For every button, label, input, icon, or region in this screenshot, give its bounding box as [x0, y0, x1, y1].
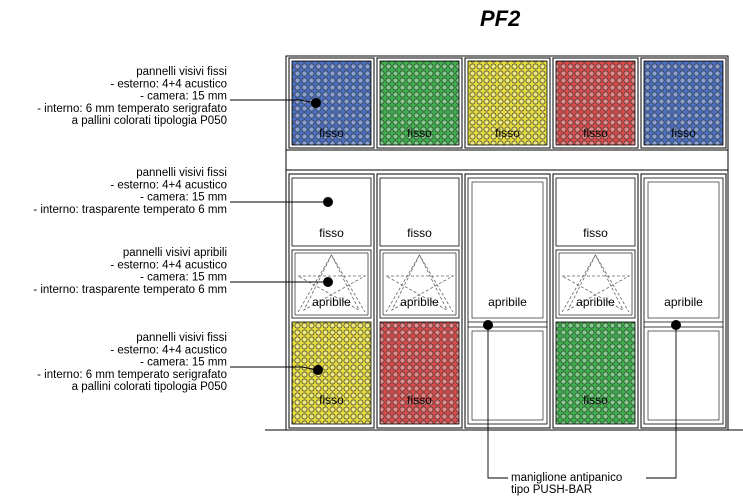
- bottom-panel-label: fisso: [407, 393, 432, 407]
- bottom-colored-panel: [292, 322, 371, 424]
- callout-line: pannelli visivi apribili: [122, 247, 227, 259]
- callout-line: - camera: 15 mm: [140, 356, 227, 369]
- fixed-panel-label: fisso: [319, 226, 344, 240]
- callout-line: - esterno: 4+4 acustico: [110, 344, 227, 357]
- door-openable-label: apribile: [664, 295, 703, 309]
- drawing-title: PF2: [480, 6, 521, 31]
- callout-line: - esterno: 4+4 acustico: [110, 78, 227, 91]
- pushbar-leader: [646, 325, 676, 478]
- top-panel-label: fisso: [671, 126, 696, 140]
- callout-line: - esterno: 4+4 acustico: [110, 179, 227, 192]
- callout-line: a pallini colorati tipologia P050: [71, 115, 227, 128]
- leader-dot: [323, 277, 333, 287]
- openable-panel-label: apribile: [400, 295, 439, 309]
- callout-text-block: [37, 332, 227, 393]
- top-panel-label: fisso: [495, 126, 520, 140]
- leader-dot: [323, 197, 333, 207]
- bottom-colored-panel: [380, 322, 459, 424]
- panels-layer: [289, 58, 726, 428]
- fixed-panel-label: fisso: [407, 226, 432, 240]
- callout-line: - esterno: 4+4 acustico: [110, 259, 227, 272]
- leader-dot: [313, 365, 323, 375]
- top-panel-label: fisso: [319, 126, 344, 140]
- bottom-colored-panel: [556, 322, 635, 424]
- callout-line: - interno: 6 mm temperato serigrafato: [37, 102, 227, 115]
- top-panel-label: fisso: [407, 126, 432, 140]
- door-openable-label: apribile: [488, 295, 527, 309]
- pushbar-callout-line: tipo PUSH-BAR: [511, 484, 593, 496]
- fixed-panel-label: fisso: [583, 226, 608, 240]
- openable-panel-label: apribile: [312, 295, 351, 309]
- pushbar-leader: [488, 325, 508, 478]
- pushbar-callout-line: maniglione antipanico: [511, 472, 623, 484]
- callout-text-block: [37, 66, 227, 127]
- callout-line: - interno: trasparente temperato 6 mm: [33, 283, 227, 296]
- callout-line: a pallini colorati tipologia P050: [71, 381, 227, 394]
- callout-text-block: [33, 247, 227, 296]
- callout-line: pannelli visivi fissi: [136, 66, 227, 78]
- callout-line: - camera: 15 mm: [140, 271, 227, 284]
- callout-line: pannelli visivi fissi: [136, 167, 227, 179]
- callout-line: - camera: 15 mm: [140, 90, 227, 103]
- bottom-panel-label: fisso: [583, 393, 608, 407]
- leader-dot: [311, 98, 321, 108]
- callout-line: - interno: 6 mm temperato serigrafato: [37, 368, 227, 381]
- callout-text-block: [33, 167, 227, 216]
- callout-line: pannelli visivi fissi: [136, 332, 227, 344]
- top-panel-label: fisso: [583, 126, 608, 140]
- bottom-panel-label: fisso: [319, 393, 344, 407]
- openable-panel-label: apribile: [576, 295, 615, 309]
- callout-line: - camera: 15 mm: [140, 191, 227, 204]
- callout-line: - interno: trasparente temperato 6 mm: [33, 203, 227, 216]
